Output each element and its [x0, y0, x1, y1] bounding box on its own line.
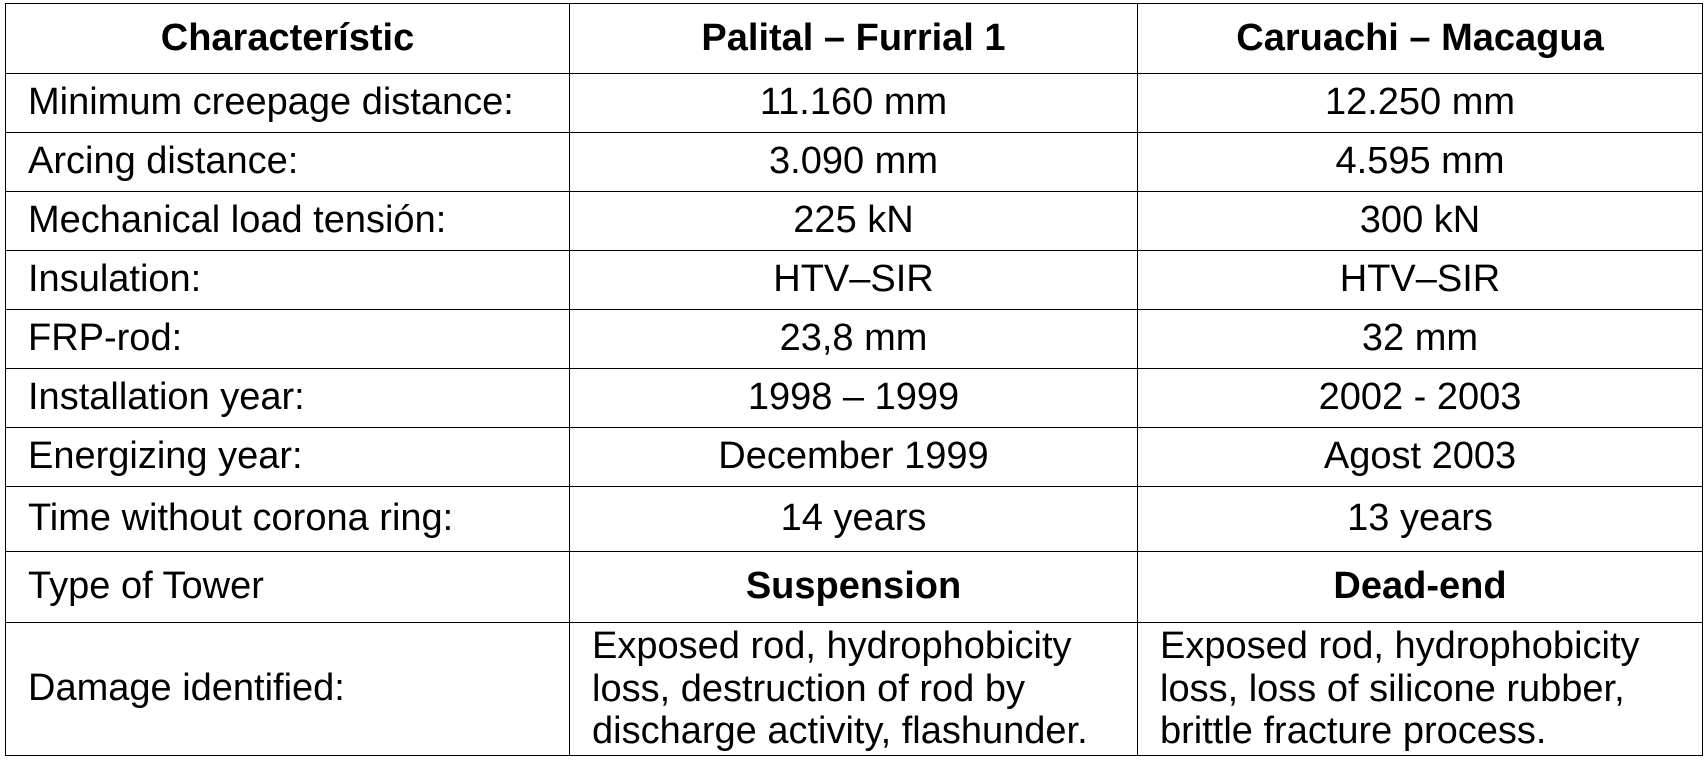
palital-value: 225 kN [570, 191, 1138, 250]
row-label: Energizing year: [6, 427, 570, 486]
header-palital-furrial: Palital – Furrial 1 [570, 4, 1138, 74]
row-label: FRP-rod: [6, 309, 570, 368]
palital-value: 23,8 mm [570, 309, 1138, 368]
table-row [6, 132, 1703, 191]
row-label: Damage identified: [6, 622, 570, 755]
caruachi-value: 4.595 mm [1138, 132, 1703, 191]
caruachi-value: Agost 2003 [1138, 427, 1703, 486]
caruachi-damage-text: Exposed rod, hydrophobicity loss, loss of silicone rubber, brittle fracture process. [1138, 622, 1703, 755]
caruachi-tower-type: Dead-end [1138, 551, 1703, 622]
comparison-table-wrapper [5, 3, 1702, 756]
palital-value: 11.160 mm [570, 74, 1138, 133]
caruachi-value: 32 mm [1138, 309, 1703, 368]
table-row [6, 191, 1703, 250]
table-row [6, 551, 1703, 622]
palital-value: 1998 – 1999 [570, 368, 1138, 427]
caruachi-value: 2002 - 2003 [1138, 368, 1703, 427]
caruachi-value: 12.250 mm [1138, 74, 1703, 133]
table-row [6, 74, 1703, 133]
table-row [6, 309, 1703, 368]
table-header-row [6, 4, 1703, 74]
row-label: Installation year: [6, 368, 570, 427]
palital-value: December 1999 [570, 427, 1138, 486]
header-caruachi-macagua: Caruachi – Macagua [1138, 4, 1703, 74]
row-label: Type of Tower [6, 551, 570, 622]
caruachi-value: 13 years [1138, 486, 1703, 551]
table-row [6, 250, 1703, 309]
header-characteristic: Characterístic [6, 4, 570, 74]
palital-tower-type: Suspension [570, 551, 1138, 622]
caruachi-value: HTV–SIR [1138, 250, 1703, 309]
row-label: Insulation: [6, 250, 570, 309]
caruachi-value: 300 kN [1138, 191, 1703, 250]
palital-value: 14 years [570, 486, 1138, 551]
row-label: Time without corona ring: [6, 486, 570, 551]
palital-damage-text: Exposed rod, hydrophobicity loss, destruction of rod by discharge activity, flashunder. [570, 622, 1138, 755]
table-row [6, 486, 1703, 551]
row-label: Mechanical load tensión: [6, 191, 570, 250]
palital-value: HTV–SIR [570, 250, 1138, 309]
row-label: Arcing distance: [6, 132, 570, 191]
table-row [6, 622, 1703, 755]
comparison-table [5, 3, 1703, 756]
table-row [6, 427, 1703, 486]
row-label: Minimum creepage distance: [6, 74, 570, 133]
palital-value: 3.090 mm [570, 132, 1138, 191]
table-row [6, 368, 1703, 427]
